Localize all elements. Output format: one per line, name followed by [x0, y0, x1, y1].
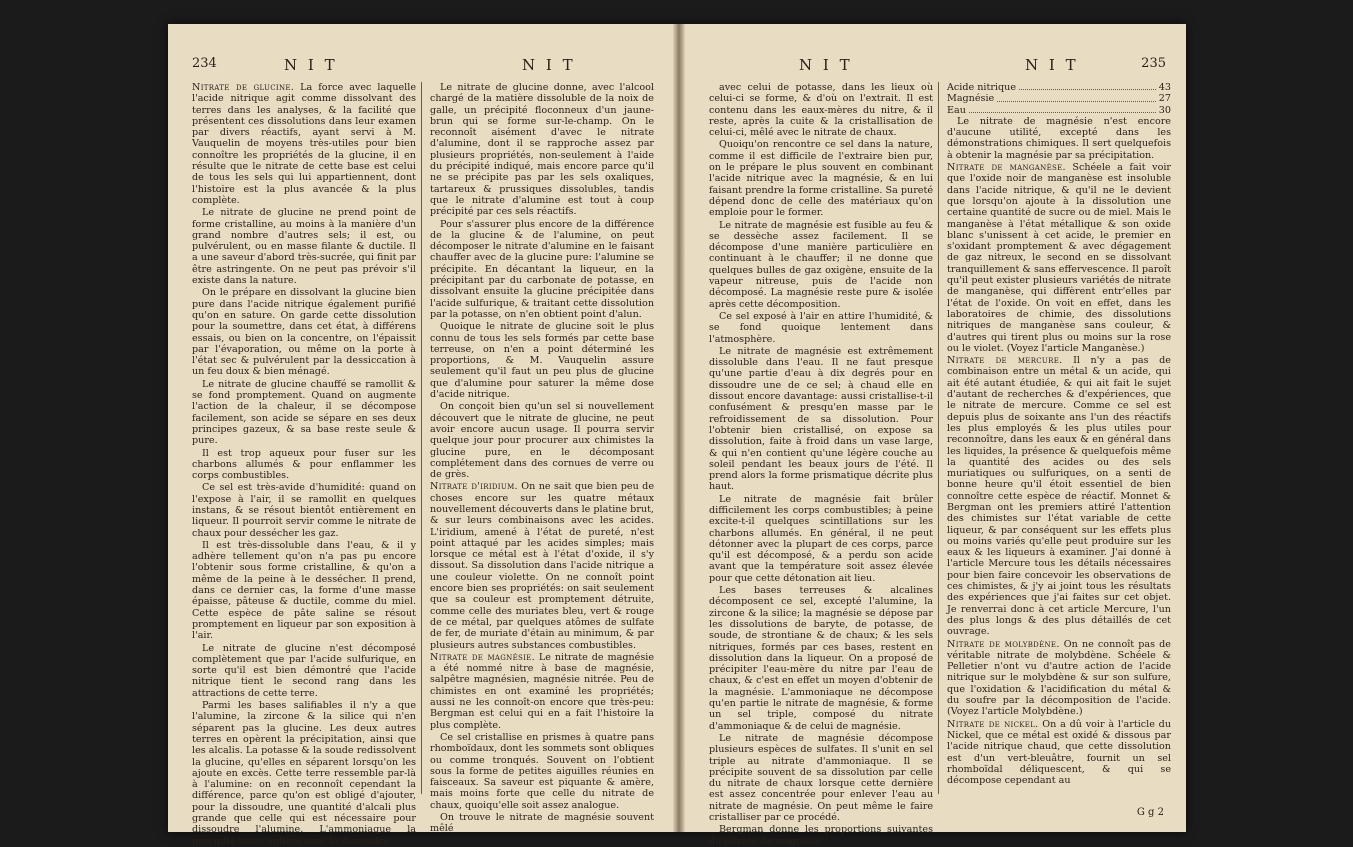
paragraph-text: Le nitrate de glucine n'est décomposé complètement que par l'acide sulfurique, en sorte qu'il est bien démontré que l'acide nitrique tient le second rang dans les attractions de cette terre.: [192, 642, 416, 699]
paragraph: [192, 482, 416, 538]
running-head-right: N I T: [1025, 56, 1079, 74]
paragraph: [430, 812, 654, 835]
paragraph-text: Le nitrate de magnésie a été nommé nitre à base de magnésie, salpêtre magnésien, magnésie nitrée. Peu de chimistes en ont examiné les propriétés; aussi ne les connoît-on encore que très-peu: Bergman est celui qui en a fait l'histoire la plus complète.: [430, 651, 654, 731]
page-number: 234: [192, 56, 217, 71]
paragraph: [709, 733, 933, 823]
table-row: [947, 82, 1171, 93]
right-page-column-1: [709, 82, 933, 847]
running-head-left: N I T: [799, 56, 853, 74]
paragraph-text: Quoique le nitrate de glucine soit le plus connu de tous les sels formés par cette base terreuse, on n'en a point déterminé les proportions, & M. Vauquelin assure seulement qu'il faut un peu plus de glucine que d'alumine pour saturer la même dose d'acide nitrique.: [430, 321, 654, 401]
paragraph-text: Le nitrate de magnésie n'est encore d'aucune utilité, excepté dans les démonstrations chimiques. Il sert quelquefois à obtenir la magnésie par sa précipitation.: [947, 115, 1171, 161]
paragraph-text: On a dû voir à l'article du Nickel, que ce métal est oxidé & dissous par l'acide nitrique chaud, que cette dissolution est d'un vert-bleuâtre, fournit un sel rhomboïdal déliquescent, & qui se décompose cependant au: [947, 718, 1171, 787]
left-page-column-1: [192, 82, 416, 847]
paragraph: [192, 207, 416, 286]
leader-dots: [1019, 82, 1156, 90]
paragraph: [430, 219, 654, 321]
paragraph-text: Le nitrate de glucine chauffé se ramollit & se fond promptement. Quand on augmente l'action de la chaleur, il se décompose facilement, son acide se sépare en ses deux principes gazeux, & sa base reste seule & pure.: [192, 378, 416, 447]
column-rule: [421, 82, 422, 794]
signature-mark: G g 2: [1136, 807, 1164, 818]
paragraph-text: Ce sel cristallise en prismes à quatre pans rhomboïdaux, dont les sommets sont obliques ou comme tronqués. Souvent on l'obtient sous la forme de petites aiguilles réunies en faisceaux. Sa saveur est piquante & amère, mais moins forte que celle du nitrate de chaux, quoiqu'elle soit assez analogue.: [430, 731, 654, 811]
paragraph-text: Il est trop aqueux pour fuser sur les charbons allumés & pour enflammer les corps combustibles.: [192, 447, 416, 482]
paragraph: [192, 287, 416, 377]
paragraph: [192, 448, 416, 482]
paragraph-text: On conçoit bien qu'un sel si nouvellement découvert que le nitrate de glucine, ne peut avoir encore aucun usage. Il pourra servir quelque jour pour procurer aux chimistes la glucine pure, en le décomposant complétement dans des cornues de verre ou de grès.: [430, 401, 654, 481]
table-label: Magnésie: [947, 93, 995, 105]
table-row: [947, 105, 1171, 116]
book-spread: [168, 24, 1186, 847]
paragraph: [709, 220, 933, 310]
paragraph: [947, 162, 1171, 354]
paragraph: [430, 82, 654, 218]
paragraph-text: La force avec laquelle l'acide nitrique agit comme dissolvant des terres dans les analyses, & la facilité que présentent ces dissolutions dans leur examen par divers réactifs, ayant servi à M. Vauquelin de moyens très-utiles pour bien connoître les propriétés de la glucine, il en résulte que le nitrate de cette base est celui de tous les sels qui lui appartiennent, dont l'histoire est la plus avancée & la plus complète.: [192, 82, 416, 206]
paragraph: [430, 321, 654, 400]
paragraph-text: Quoiqu'on rencontre ce sel dans la nature, comme il est difficile de l'extraire bien pur, on le prépare le plus souvent en combinant l'acide nitrique avec la magnésie, & en lui faisant prendre la forme cristalline. Sa pureté dépend donc de celle des matériaux qu'on emploie pour le former.: [709, 139, 933, 219]
leader-dots: [997, 93, 1156, 101]
book-gutter: [673, 24, 685, 832]
paragraph: [709, 82, 933, 138]
paragraph: [192, 700, 416, 847]
paragraph-text: avec celui de potasse, dans les lieux où celui-ci se forme, & d'où on l'extrait. Il est contenu dans les eaux-mères du nitre, & il reste, après la cuite & la cristallisation de celui-ci, mêlé avec le nitrate de chaux.: [709, 82, 933, 139]
paragraph-text: Le nitrate de magnésie décompose plusieurs espèces de sulfates. Il s'unit en sel triple au nitrate d'ammoniaque. Il se précipite souvent de sa dissolution par celle du nitrate de chaux lorsque cette dernière est assez concentrée pour enlever l'eau au nitrate de magnésie. On peut même le faire cristalliser par ce procédé.: [709, 732, 933, 823]
paragraph: [947, 639, 1171, 718]
paragraph: [709, 346, 933, 493]
paragraph-text: On ne sait que bien peu de choses encore sur les quatre métaux nouvellement découverts dans le platine brut, & sur leurs combinaisons avec les acides. L'iridium, amené à l'état de pureté, n'est point attaqué par les acides simples; mais lorsque ce métal est à l'état d'oxide, il s'y dissout. Sa dissolution dans l'acide nitrique a une couleur violette. On ne connoît point encore bien ses propriétés: on sait seulement que sa couleur est promptement détruite, comme celle des muriates bleu, vert & rouge de ce métal, par quelques atômes de sulfate de fer, de muriate d'étain au minimum, & par plusieurs autres substances combustibles.: [430, 481, 654, 651]
table-value: 27: [1158, 93, 1171, 105]
composition-table: [947, 82, 1171, 116]
paragraph: [709, 824, 933, 847]
paragraph-text: On le prépare en dissolvant la glucine bien pure dans l'acide nitrique également purifié qu'on en sature. On garde cette dissolution pour la soumettre, dans cet état, à différens essais, ou bien on la concentre, on l'épaissit par l'évaporation, ou même on la porte à l'état sec & pulvérulent par la dessiccation à un feu doux & bien ménagé.: [192, 287, 416, 378]
entry-heading: Nitrate d'iridium.: [430, 481, 518, 493]
paragraph: [947, 116, 1171, 161]
running-head-right: N I T: [522, 56, 576, 74]
table-label: Acide nitrique: [947, 82, 1016, 93]
table-value: 30: [1158, 104, 1171, 116]
paragraph-text: Le nitrate de glucine donne, avec l'alcool chargé de la matière dissoluble de la noix de galle, un précipité floconneux d'un jaune-brun qui se forme sur-le-champ. On le reconnoît aisément d'avec le nitrate d'alumine, dont il se rapproche assez par plusieurs propriétés, non-seulement à l'aide du précipité indiqué, mais encore parce qu'il ne se précipite pas par les sels oxaliques, tartareux & prussiques dissolubles, tandis que le nitrate d'alumine est tout à coup précipité par ces sels réactifs.: [430, 82, 654, 218]
paragraph-text: Ce sel est très-avide d'humidité: quand on l'expose à l'air, il se ramollit en quelques instans, & se résout bientôt entièrement en liqueur. Il pourroit servir comme le nitrate de chaux pour dessécher les gaz.: [192, 482, 416, 539]
paragraph-text: Le nitrate de glucine ne prend point de forme cristalline, au moins à la manière d'un grand nombre d'autres sels; il est, ou pulvérulent, ou en masse filante & ductile. Il a une saveur d'abord très-sucrée, qui finit par être astringente. On ne peut pas prévoir s'il existe dans la nature.: [192, 207, 416, 287]
paragraph-text: Le nitrate de magnésie est fusible au feu & se dessèche assez facilement. Il se décompose d'une manière particulière en continuant à le chauffer; il ne donne que quelques bulles de gaz oxigène, ensuite de la vapeur nitreuse, puis de l'acide non décomposé. La magnésie reste pure & isolée après cette décomposition.: [709, 219, 933, 310]
table-value: 43: [1158, 82, 1171, 93]
paragraph: [192, 82, 416, 206]
paragraph: [430, 732, 654, 811]
paragraph: [192, 540, 416, 642]
right-page: [685, 24, 1190, 847]
paragraph-text: Parmi les bases salifiables il n'y a que l'alumine, la zircone & la silice qui n'en séparent pas la glucine. Les deux autres terres en opèrent la précipitation, ainsi que les alcalis. La potasse & la soude redissolvent la glucine, qu'elles en séparent lorsqu'on les ajoute en excès. Cette terre ressemble par-là à l'alumine: on en reconnoît cependant la différence, parce qu'on est obligé d'ajouter, pour la dissoudre, une quantité d'alcali plus grande que celle qui est nécessaire pour dissoudre l'alumine. L'ammoniaque la précipite toute entière sans la dissoudre.: [192, 700, 416, 847]
entry-heading: Nitrate de molybdène.: [947, 638, 1060, 650]
table-label: Eau: [947, 104, 966, 116]
paragraph: [947, 719, 1171, 787]
paragraph-text: On trouve le nitrate de magnésie souvent mêlé: [430, 812, 654, 835]
entry-heading: Nitrate de nickel.: [947, 718, 1039, 730]
column-text: [947, 116, 1171, 787]
paragraph-text: Pour s'assurer plus encore de la différence de la glucine & de l'alumine, on peut décomposer le nitrate d'alumine en le faisant chauffer avec de la glucine pure: l'alumine se précipite. En décantant la liqueur, en la précipitant par du carbonate de potasse, en dissolvant ensuite la glucine précipitée dans l'acide sulfurique, & traitant cette dissolution par la potasse, on n'en obtient point d'alun.: [430, 218, 654, 320]
paragraph: [709, 585, 933, 732]
paragraph-text: Schéele a fait voir que l'oxide noir de manganèse est insoluble dans l'acide nitrique, & qu'il ne le devient que lorsqu'on ajoute à la dissolution une certaine quantité de sucre ou de miel. Mais le manganèse à l'état métallique & son oxide blanc s'unissent à cet acide, le premier en s'oxidant promptement & avec dégagement de gaz nitreux, le second en se dissolvant tranquillement & sans effervescence. Il paroît qu'il peut exister plusieurs variétés de nitrate de manganèse, qui diffèrent entr'elles par l'état de l'oxide. On voit en effet, dans les laboratoires de chimie, des dissolutions nitriques de manganèse sans couleur, & d'autres qui tirent plus ou moins sur la rose ou le violet. (Voyez l'article Manganèse.): [947, 162, 1171, 354]
paragraph-text: Il n'y a pas de combinaison entre un métal & un acide, qui ait été autant étudiée, & qui ait fait le sujet d'autant de recherches & d'expériences, que le nitrate de mercure. Comme ce sel est depuis plus de soixante ans l'un des réactifs les plus employés & les plus utiles pour reconnoître, dans les eaux & en général dans les liquides, la présence & quelquefois même la quantité des acides ou des sels muriatiques ou sulfuriques, on a senti de bonne heure qu'il étoit essentiel de bien connoître cette espèce de réactif. Monnet & Bergman ont les premiers attiré l'attention des chimistes sur l'état variable de cette liqueur, & par conséquent sur les effets plus ou moins variés qu'elle peut produire sur les eaux & les liqueurs à examiner. J'ai donné à l'article Mercure tous les détails nécessaires pour bien faire concevoir les observations de ces chimistes, & j'y ai joint tous les résultats des expériences que j'ai faites sur cet objet. Je renverrai donc à cet article Mercure, l'un des plus longs & des plus détaillés de cet ouvrage.: [947, 355, 1171, 638]
paragraph-text: Ce sel exposé à l'air en attire l'humidité, & se fond quoique lentement dans l'atmosphère.: [709, 310, 933, 345]
paragraph-text: Le nitrate de magnésie fait brûler difficilement les corps combustibles; à peine excite-t-il quelques scintillations sur les charbons allumés. En général, il ne peut détonner avec la plupart de ces corps, parce qu'il est décomposé, & a perdu son acide avant que la température soit assez élevée pour que cette détonation ait lieu.: [709, 493, 933, 584]
paragraph: [947, 355, 1171, 637]
paragraph: [192, 643, 416, 699]
paragraph: [430, 401, 654, 480]
column-rule: [938, 82, 939, 794]
left-page-column-2: [430, 82, 654, 835]
paragraph: [709, 494, 933, 584]
paragraph-text: Il est très-dissoluble dans l'eau, & il y adhère tellement qu'on n'a pas pu encore l'obtenir sous forme cristalline, & qu'on a même de la peine à le dessécher. Il prend, dans ce dernier cas, la forme d'une masse épaisse, pâteuse & ductile, comme du miel. Cette espèce de pâte saline se résout promptement en liqueur par son exposition à l'air.: [192, 539, 416, 642]
paragraph-text: Bergman donne les proportions suivantes du nitrate de magnésie.: [709, 824, 933, 847]
paragraph: [430, 652, 654, 731]
entry-heading: Nitrate de manganèse.: [947, 162, 1066, 174]
running-head-left: N I T: [284, 56, 338, 74]
entry-heading: Nitrate de glucine.: [192, 82, 295, 93]
paragraph-text: On ne connoît pas de véritable nitrate de molybdène. Schéele & Pelletier n'ont vu d'autre action de l'acide nitrique sur le molybdène & sur son sulfure, que l'oxidation & l'acidification du métal & du soufre par la décomposition de l'acide. (Voyez l'article Molybdène.): [947, 638, 1171, 718]
entry-heading: Nitrate de mercure.: [947, 355, 1063, 367]
left-page-header: [192, 56, 649, 82]
paragraph: [430, 481, 654, 650]
paragraph: [709, 139, 933, 218]
entry-heading: Nitrate de magnésie.: [430, 651, 535, 663]
right-page-header: [709, 56, 1166, 82]
paragraph-text: Le nitrate de magnésie est extrêmement dissoluble dans l'eau. Il ne faut presque qu'une partie d'eau à dix degrés pour en dissoudre une de ce sel; à chaud elle en dissout encore davantage: aussi cristallise-t-il confusément & presqu'en masse par le refroidissement de sa dissolution. Pour l'obtenir bien cristallisé, on expose sa dissolution, faite à froid dans un vase large, & qui n'en contient qu'une légère couche au soleil pendant les beaux jours de l'été. Il prend alors la forme prismatique décrite plus haut.: [709, 345, 933, 493]
paragraph-text: Les bases terreuses & alcalines décomposent ce sel, excepté l'alumine, la zircone & la silice; la magnésie se dépose par les dissolutions de baryte, de potasse, de soude, de strontiane & de chaux; & les sels nitriques, formés par ces bases, restent en dissolution dans la liqueur. On a proposé de précipiter l'eau-mère du nitre par l'eau de chaux, & c'est en effet un moyen d'obtenir de la magnésie. L'ammoniaque ne décompose qu'en partie le nitrate de magnésie, & forme un sel triple, composé du nitrate d'ammoniaque & de celui de magnésie.: [709, 585, 933, 732]
paragraph: [192, 379, 416, 447]
leader-dots: [969, 105, 1156, 113]
page-number: 235: [1141, 56, 1166, 71]
table-row: [947, 93, 1171, 104]
left-page: [168, 24, 673, 847]
paragraph: [709, 311, 933, 345]
right-page-column-2: [947, 82, 1171, 802]
